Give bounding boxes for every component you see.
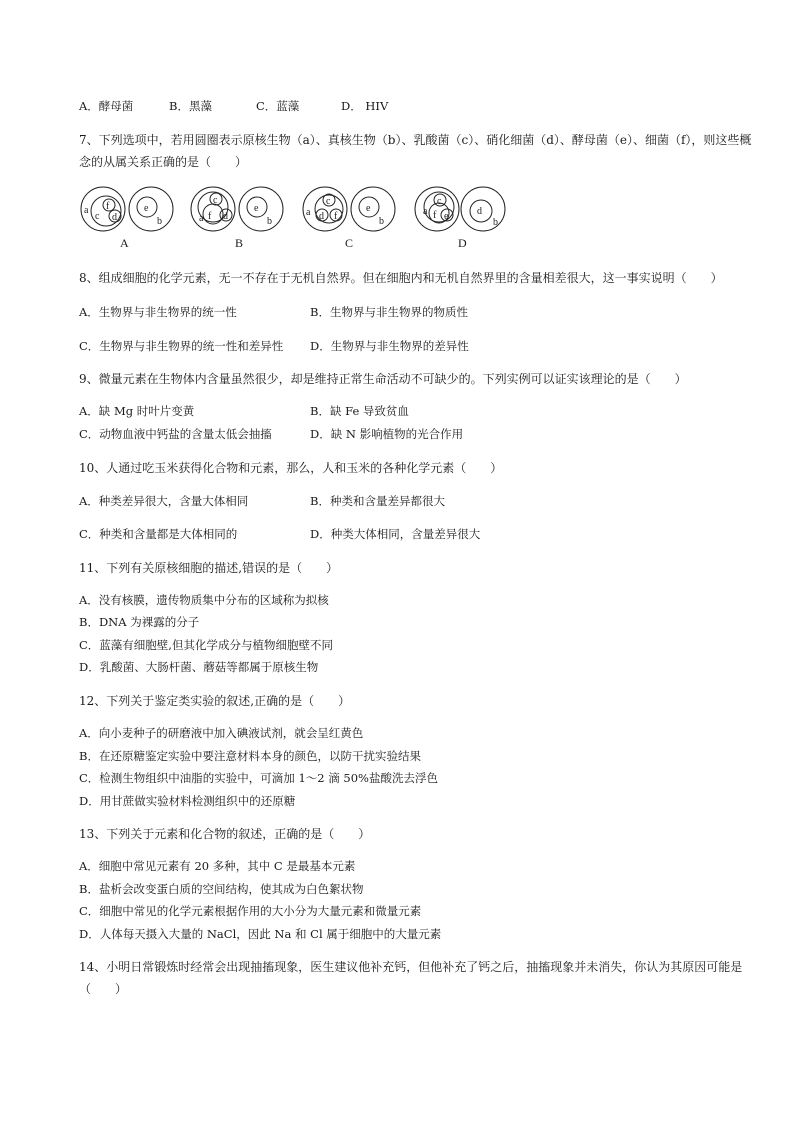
q12-option-a: A．向小麦种子的研磨液中加入碘液试剂，就会呈红黄色 — [79, 726, 364, 740]
q7-figure-d — [413, 185, 513, 233]
q7-caption-b: B — [235, 236, 244, 250]
q8-option-d: D．生物界与非生物界的差异性 — [310, 339, 469, 353]
label-c: c — [95, 211, 100, 222]
q13-option-b: B．盐析会改变蛋白质的空间结构，使其成为白色絮状物 — [79, 882, 364, 896]
q11-option-c: C．蓝藻有细胞壁,但其化学成分与植物细胞壁不同 — [79, 638, 333, 652]
q6-option-b: B．黑藻 — [169, 99, 212, 113]
q6-option-c: C．蓝藻 — [256, 99, 300, 113]
label-d: d — [223, 211, 228, 222]
q7-caption-a: A — [120, 236, 129, 250]
q7-figure-a — [79, 185, 179, 233]
q10-option-c: C．种类和含量都是大体相同的 — [79, 527, 238, 541]
q9-option-c: C．动物血液中钙盐的含量太低会抽搐 — [79, 427, 272, 441]
label-c: c — [213, 195, 218, 206]
q9-option-d: D．缺 N 影响植物的光合作用 — [310, 427, 464, 441]
label-c: c — [437, 196, 442, 207]
label-f: f — [208, 211, 212, 222]
q9-option-b: B．缺 Fe 导致贫血 — [310, 404, 409, 418]
q13-option-a: A．细胞中常见元素有 20 多种，其中 C 是最基本元素 — [79, 859, 356, 873]
q7-stem-line1: 7、下列选项中，若用圆圈表示原核生物（a）、真核生物（b）、乳酸菌（c）、硝化细菌（d）、酵母菌（e）、细菌（f），则这些概 — [79, 133, 752, 147]
q13-option-d: D．人体每天摄入大量的 NaCl，因此 Na 和 Cl 属于细胞中的大量元素 — [79, 927, 442, 941]
label-a: a — [199, 213, 204, 224]
label-d: d — [112, 212, 117, 223]
q11-stem: 11、下列有关原核细胞的描述,错误的是（ ） — [79, 561, 339, 575]
q13-option-c: C．细胞中常见的化学元素根据作用的大小分为大量元素和微量元素 — [79, 904, 422, 918]
label-e: e — [366, 203, 371, 214]
q13-stem: 13、下列关于元素和化合物的叙述，正确的是（ ） — [79, 827, 371, 841]
label-f: f — [433, 210, 437, 221]
q7-figure-c — [301, 185, 401, 233]
q8-option-a: A．生物界与非生物界的统一性 — [79, 305, 237, 319]
q8-stem: 8、组成细胞的化学元素，无一不存在于无机自然界。但在细胞内和无机自然界里的含量相差很大，这一事实说明（ ） — [79, 271, 723, 285]
label-d: d — [477, 206, 482, 217]
label-a: a — [84, 205, 89, 216]
label-e: e — [144, 203, 149, 214]
q8-option-b: B．生物界与非生物界的物质性 — [310, 305, 468, 319]
q10-option-d: D．种类大体相同，含量差异很大 — [310, 527, 481, 541]
q6-option-a: A．酵母菌 — [79, 99, 134, 113]
q12-option-d: D．用甘蔗做实验材料检测组织中的还原糖 — [79, 794, 296, 808]
q11-option-a: A．没有核膜，遗传物质集中分布的区域称为拟核 — [79, 593, 329, 607]
label-f: f — [106, 201, 110, 212]
q10-option-a: A．种类差异很大，含量大体相同 — [79, 494, 249, 508]
q9-option-a: A．缺 Mg 时叶片变黄 — [79, 404, 195, 418]
q8-option-c: C．生物界与非生物界的统一性和差异性 — [79, 339, 284, 353]
q10-option-b: B．种类和含量差异都很大 — [310, 494, 445, 508]
q11-option-d: D．乳酸菌、大肠杆菌、蘑菇等都属于原核生物 — [79, 660, 319, 674]
q6-option-d: D． HIV — [341, 99, 389, 113]
q9-stem: 9、微量元素在生物体内含量虽然很少，却是维持正常生命活动不可缺少的。下列实例可以证实该理论的是（ ） — [79, 372, 687, 386]
q10-stem: 10、人通过吃玉米获得化合物和元素，那么，人和玉米的各种化学元素（ ） — [79, 461, 503, 475]
label-b: b — [379, 216, 384, 227]
q7-stem-line2: 念的从属关系正确的是（ ） — [79, 155, 248, 169]
label-a: a — [306, 207, 311, 218]
label-b: b — [493, 217, 498, 228]
label-e: e — [444, 211, 449, 222]
q7-caption-c: C — [345, 236, 354, 250]
label-b: b — [157, 216, 162, 227]
label-c: c — [326, 196, 331, 207]
label-b: b — [267, 216, 272, 227]
q12-option-c: C．检测生物组织中油脂的实验中，可滴加 1～2 滴 50%盐酸洗去浮色 — [79, 771, 438, 785]
label-f: f — [334, 211, 338, 222]
label-e: e — [254, 203, 259, 214]
q14-stem-line1: 14、小明日常锻炼时经常会出现抽搐现象，医生建议他补充钙，但他补充了钙之后，抽搐现象并未消失，你认为其原因可能是 — [79, 960, 743, 974]
q7-caption-d: D — [458, 236, 467, 250]
label-a: a — [423, 206, 428, 217]
label-d: d — [319, 211, 324, 222]
q11-option-b: B．DNA 为裸露的分子 — [79, 615, 200, 629]
q7-figure-b — [189, 185, 289, 233]
q14-stem-line2: （ ） — [79, 982, 128, 996]
q12-option-b: B．在还原糖鉴定实验中要注意材料本身的颜色，以防干扰实验结果 — [79, 749, 421, 763]
q12-stem: 12、下列关于鉴定类实验的叙述,正确的是（ ） — [79, 694, 351, 708]
